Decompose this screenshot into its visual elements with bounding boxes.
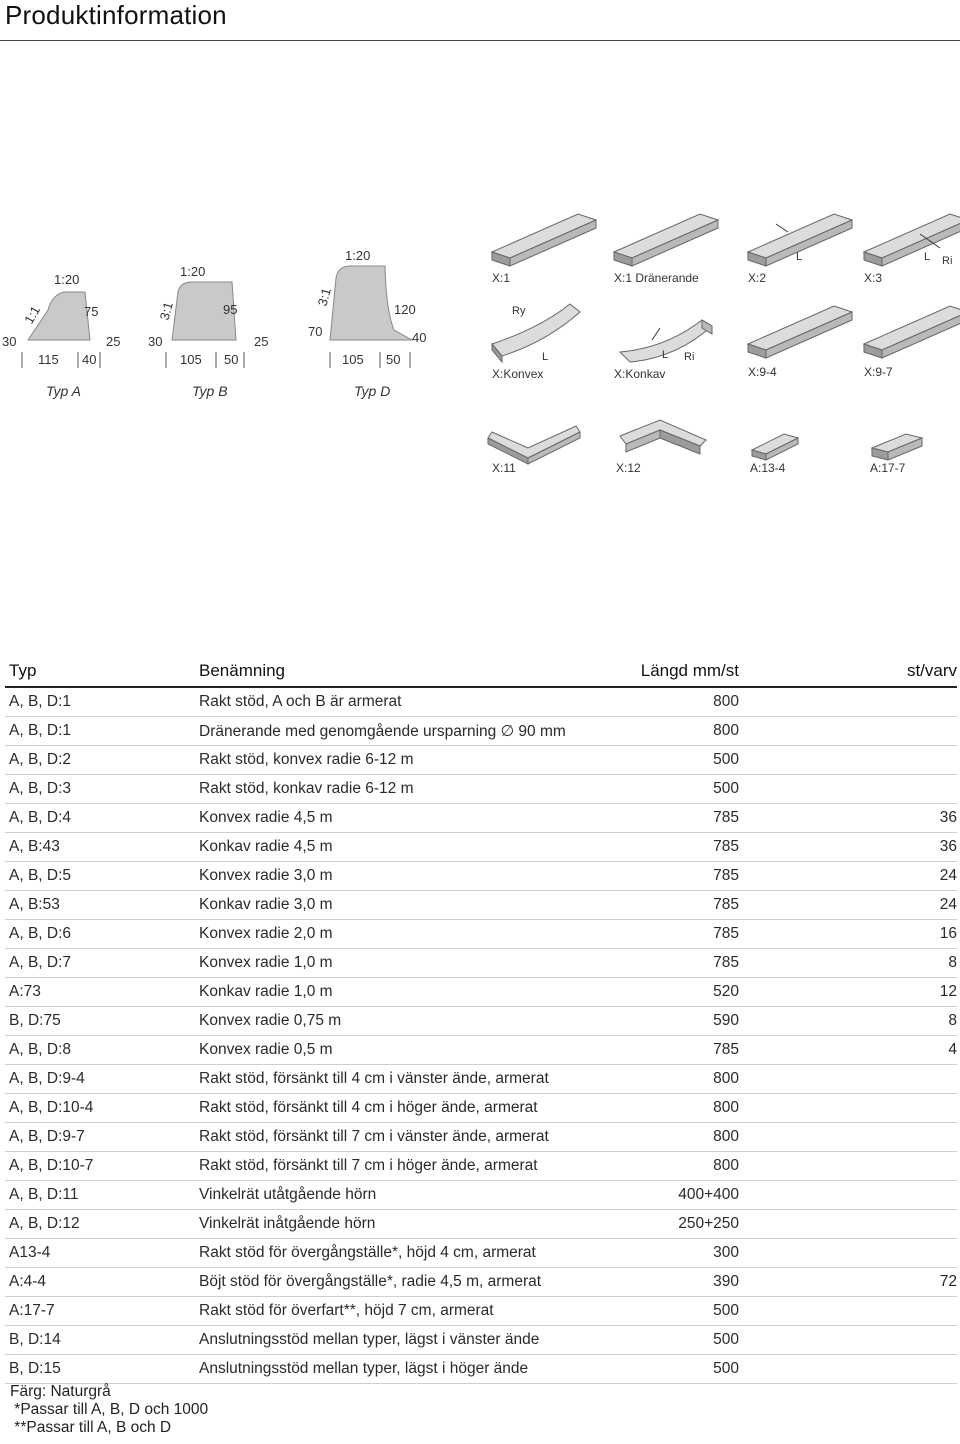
cell-typ: A13-4: [9, 1244, 51, 1261]
profile-d-slope-top: 1:20: [345, 248, 371, 263]
cell-benamning: Vinkelrät utåtgående hörn: [199, 1186, 377, 1203]
table-row: [5, 1094, 957, 1123]
cell-langd: 800: [713, 1128, 739, 1145]
variant-x9-7-label: X:9-7: [864, 365, 893, 379]
variant-x9-4-label: X:9-4: [748, 365, 777, 379]
footnote-2: **Passar till A, B och D: [10, 1419, 172, 1436]
cell-typ: A, B, D:9-4: [9, 1070, 85, 1087]
variant-x11-label: X:11: [492, 461, 516, 475]
table-row: [5, 1152, 957, 1181]
variant-x1-dranerande: [614, 214, 718, 285]
cell-typ: A:17-7: [9, 1302, 55, 1319]
cell-benamning: Rakt stöd, A och B är armerat: [199, 693, 402, 710]
profile-d-dim-3: 40: [412, 330, 427, 345]
cell-typ: A, B, D:11: [9, 1186, 79, 1203]
variant-a17-7: [870, 434, 922, 475]
cell-langd: 800: [713, 722, 739, 739]
variant-x2: [748, 214, 852, 285]
profile-a-dim-1: 75: [84, 304, 99, 319]
cell-typ: A, B, D:10-4: [9, 1099, 94, 1116]
profile-a-dim-2: 30: [2, 334, 17, 349]
cell-benamning: Rakt stöd, konvex radie 6-12 m: [199, 751, 414, 768]
cell-typ: A, B, D:5: [9, 867, 72, 884]
cell-varv: 36: [939, 809, 957, 826]
cell-langd: 785: [713, 925, 739, 942]
table-header: [5, 656, 957, 688]
cell-benamning: Konkav radie 3,0 m: [199, 896, 333, 913]
product-table: [5, 656, 957, 1384]
table-row: [5, 978, 957, 1007]
table-row: [5, 1065, 957, 1094]
cell-varv: 12: [939, 983, 957, 1000]
cell-langd: 500: [713, 1360, 739, 1377]
cell-typ: A, B, D:10-7: [9, 1157, 94, 1174]
footnote-1: *Passar till A, B, D och 1000: [10, 1401, 209, 1418]
cell-typ: B, D:14: [9, 1331, 61, 1348]
cell-benamning: Konvex radie 4,5 m: [199, 809, 333, 826]
variant-a13-4-label: A:13-4: [750, 461, 786, 475]
cell-typ: B, D:75: [9, 1012, 61, 1029]
page-title: Produktinformation: [5, 0, 227, 30]
profile-typ-d: [308, 248, 426, 399]
variant-x1-dranerande-label: X:1 Dränerande: [614, 271, 699, 285]
profile-a-slope-side: 1:1: [21, 303, 44, 327]
variant-a17-7-label: A:17-7: [870, 461, 906, 475]
cell-benamning: Rakt stöd för överfart**, höjd 7 cm, armerat: [199, 1302, 494, 1319]
variant-x12-label: X:12: [616, 461, 641, 475]
table-row: [5, 862, 957, 891]
table-row: [5, 949, 957, 978]
variant-x11: [488, 426, 580, 475]
table-row: [5, 688, 957, 717]
profile-d-dim-5: 50: [386, 352, 401, 367]
cell-benamning: Böjt stöd för övergångställe*, radie 4,5 m, armerat: [199, 1273, 542, 1290]
cell-varv: 4: [948, 1041, 957, 1058]
cell-typ: A, B:53: [9, 896, 60, 913]
table-row: [5, 1123, 957, 1152]
cell-langd: 250+250: [678, 1215, 739, 1232]
cell-typ: A, B:43: [9, 838, 60, 855]
cell-benamning: Rakt stöd, konkav radie 6-12 m: [199, 780, 414, 797]
variant-x3-mark-l: L: [924, 251, 931, 263]
table-row: [5, 717, 957, 746]
cell-benamning: Rakt stöd, försänkt till 4 cm i höger ände, armerat: [199, 1099, 538, 1116]
cell-langd: 785: [713, 867, 739, 884]
cell-langd: 785: [713, 954, 739, 971]
table-row: [5, 833, 957, 862]
table-row: [5, 1268, 957, 1297]
cell-langd: 520: [713, 983, 739, 1000]
header-langd: Längd mm/st: [640, 661, 739, 680]
cell-benamning: Konvex radie 3,0 m: [199, 867, 333, 884]
cell-benamning: Rakt stöd, försänkt till 7 cm i vänster ände, armerat: [199, 1128, 549, 1145]
cell-benamning: Konvex radie 1,0 m: [199, 954, 333, 971]
cell-langd: 800: [713, 1157, 739, 1174]
profile-svg: [0, 240, 470, 410]
table-row: [5, 920, 957, 949]
profile-b-dim-4: 105: [180, 352, 202, 367]
cell-langd: 785: [713, 838, 739, 855]
cell-benamning: Anslutningsstöd mellan typer, lägst i vänster ände: [199, 1331, 540, 1348]
variant-x2-mark-l: L: [796, 251, 803, 263]
cell-varv: 8: [948, 954, 957, 971]
variant-x-konkav-mark-ri: Ri: [684, 351, 695, 363]
footnote-farg: Färg: Naturgrå: [10, 1383, 111, 1400]
variant-x12: [616, 420, 706, 475]
variant-x1-label: X:1: [492, 271, 511, 285]
cell-langd: 800: [713, 1099, 739, 1116]
cell-benamning: Konkav radie 1,0 m: [199, 983, 333, 1000]
cell-varv: 72: [939, 1273, 957, 1290]
variant-x9-4: [748, 306, 852, 379]
cell-varv: 16: [939, 925, 957, 942]
variant-x1: [492, 214, 596, 285]
cell-benamning: Rakt stöd, försänkt till 7 cm i höger ände, armerat: [199, 1157, 538, 1174]
header-benamning: Benämning: [199, 661, 286, 680]
header-varv: st/varv: [906, 661, 957, 680]
table-row: [5, 804, 957, 833]
variant-x-konvex: [492, 304, 580, 381]
profile-a-slope-top: 1:20: [54, 272, 80, 287]
profile-d-slope-side: 3:1: [314, 286, 334, 308]
profile-d-name: Typ D: [354, 383, 391, 399]
cell-typ: A, B, D:6: [9, 925, 72, 942]
profile-b-dim-2: 30: [148, 334, 163, 349]
profile-a-name: Typ A: [46, 383, 82, 399]
cell-varv: 24: [939, 867, 957, 884]
cell-langd: 785: [713, 896, 739, 913]
profile-d-dim-1: 120: [394, 302, 416, 317]
profile-a-dim-3: 25: [106, 334, 121, 349]
cell-typ: A, B, D:4: [9, 809, 72, 826]
cell-typ: A, B, D:12: [9, 1215, 80, 1232]
profile-drawings: [0, 240, 470, 410]
cell-langd: 800: [713, 693, 739, 710]
cell-langd: 390: [713, 1273, 739, 1290]
cell-langd: 500: [713, 1302, 739, 1319]
profile-typ-b: [148, 264, 268, 399]
table-row: [5, 1210, 957, 1239]
variant-x-konkav: [614, 320, 712, 381]
profile-b-name: Typ B: [192, 383, 228, 399]
table-row: [5, 1326, 957, 1355]
cell-typ: A:4-4: [9, 1273, 47, 1290]
cell-langd: 785: [713, 809, 739, 826]
variant-x3-label: X:3: [864, 271, 883, 285]
profile-b-slope-top: 1:20: [180, 264, 206, 279]
cell-typ: A, B, D:1: [9, 693, 72, 710]
cell-benamning: Rakt stöd, försänkt till 4 cm i vänster ände, armerat: [199, 1070, 549, 1087]
title-divider: [0, 40, 960, 41]
cell-langd: 785: [713, 1041, 739, 1058]
cell-benamning: Konvex radie 0,75 m: [199, 1012, 342, 1029]
cell-typ: A:73: [9, 983, 41, 1000]
variant-x-konvex-mark-ry: Ry: [512, 305, 526, 317]
profile-b-slope-side: 3:1: [156, 300, 176, 322]
cell-varv: 8: [948, 1012, 957, 1029]
profile-d-dim-2: 70: [308, 324, 323, 339]
cell-langd: 590: [713, 1012, 739, 1029]
profile-d-dim-4: 105: [342, 352, 364, 367]
variant-x3-mark-ri: Ri: [942, 255, 953, 267]
cell-langd: 800: [713, 1070, 739, 1087]
table-row: [5, 1036, 957, 1065]
cell-benamning: Konvex radie 0,5 m: [199, 1041, 333, 1058]
table-row: [5, 1181, 957, 1210]
cell-langd: 500: [713, 751, 739, 768]
cell-benamning: Vinkelrät inåtgående hörn: [199, 1215, 376, 1232]
cell-varv: 24: [939, 896, 957, 913]
cell-typ: A, B, D:2: [9, 751, 72, 768]
table-row: [5, 891, 957, 920]
variant-x2-label: X:2: [748, 271, 767, 285]
table-row: [5, 775, 957, 804]
cell-typ: A, B, D:8: [9, 1041, 72, 1058]
table-row: [5, 1239, 957, 1268]
profile-b-dim-1: 95: [223, 302, 238, 317]
profile-typ-a: [2, 272, 120, 399]
variant-x-konvex-label: X:Konvex: [492, 367, 544, 381]
cell-typ: B, D:15: [9, 1360, 61, 1377]
variant-x-konkav-mark-l: L: [662, 349, 669, 361]
cell-benamning: Anslutningsstöd mellan typer, lägst i höger ände: [199, 1360, 529, 1377]
variant-svg: [480, 210, 960, 500]
cell-langd: 300: [713, 1244, 739, 1261]
table-row: [5, 1007, 957, 1036]
cell-typ: A, B, D:7: [9, 954, 72, 971]
profile-a-dim-4: 115: [38, 352, 59, 367]
variant-x3: [864, 214, 960, 285]
cell-benamning: Dränerande med genomgående ursparning ∅ 90 mm: [199, 722, 566, 740]
cell-benamning: Rakt stöd för övergångställe*, höjd 4 cm, armerat: [199, 1244, 536, 1261]
cell-langd: 500: [713, 780, 739, 797]
footnotes: [10, 1383, 208, 1437]
variant-x9-7: [864, 306, 960, 379]
table-row: [5, 1297, 957, 1326]
cell-varv: 36: [939, 838, 957, 855]
header-typ: Typ: [9, 661, 37, 680]
table-body: [5, 688, 957, 1384]
cell-typ: A, B, D:3: [9, 780, 72, 797]
table-row: [5, 746, 957, 775]
table-row: [5, 1355, 957, 1384]
variant-x-konkav-label: X:Konkav: [614, 367, 666, 381]
cell-typ: A, B, D:9-7: [9, 1128, 85, 1145]
variant-a13-4: [750, 434, 798, 475]
profile-a-dim-5: 40: [82, 352, 97, 367]
variant-x-konvex-mark-l: L: [542, 351, 549, 363]
cell-langd: 400+400: [678, 1186, 739, 1203]
cell-typ: A, B, D:1: [9, 722, 72, 739]
variant-drawings: [480, 210, 960, 500]
cell-benamning: Konvex radie 2,0 m: [199, 925, 333, 942]
cell-benamning: Konkav radie 4,5 m: [199, 838, 333, 855]
cell-langd: 500: [713, 1331, 739, 1348]
profile-b-dim-3: 25: [254, 334, 269, 349]
profile-b-dim-5: 50: [224, 352, 239, 367]
